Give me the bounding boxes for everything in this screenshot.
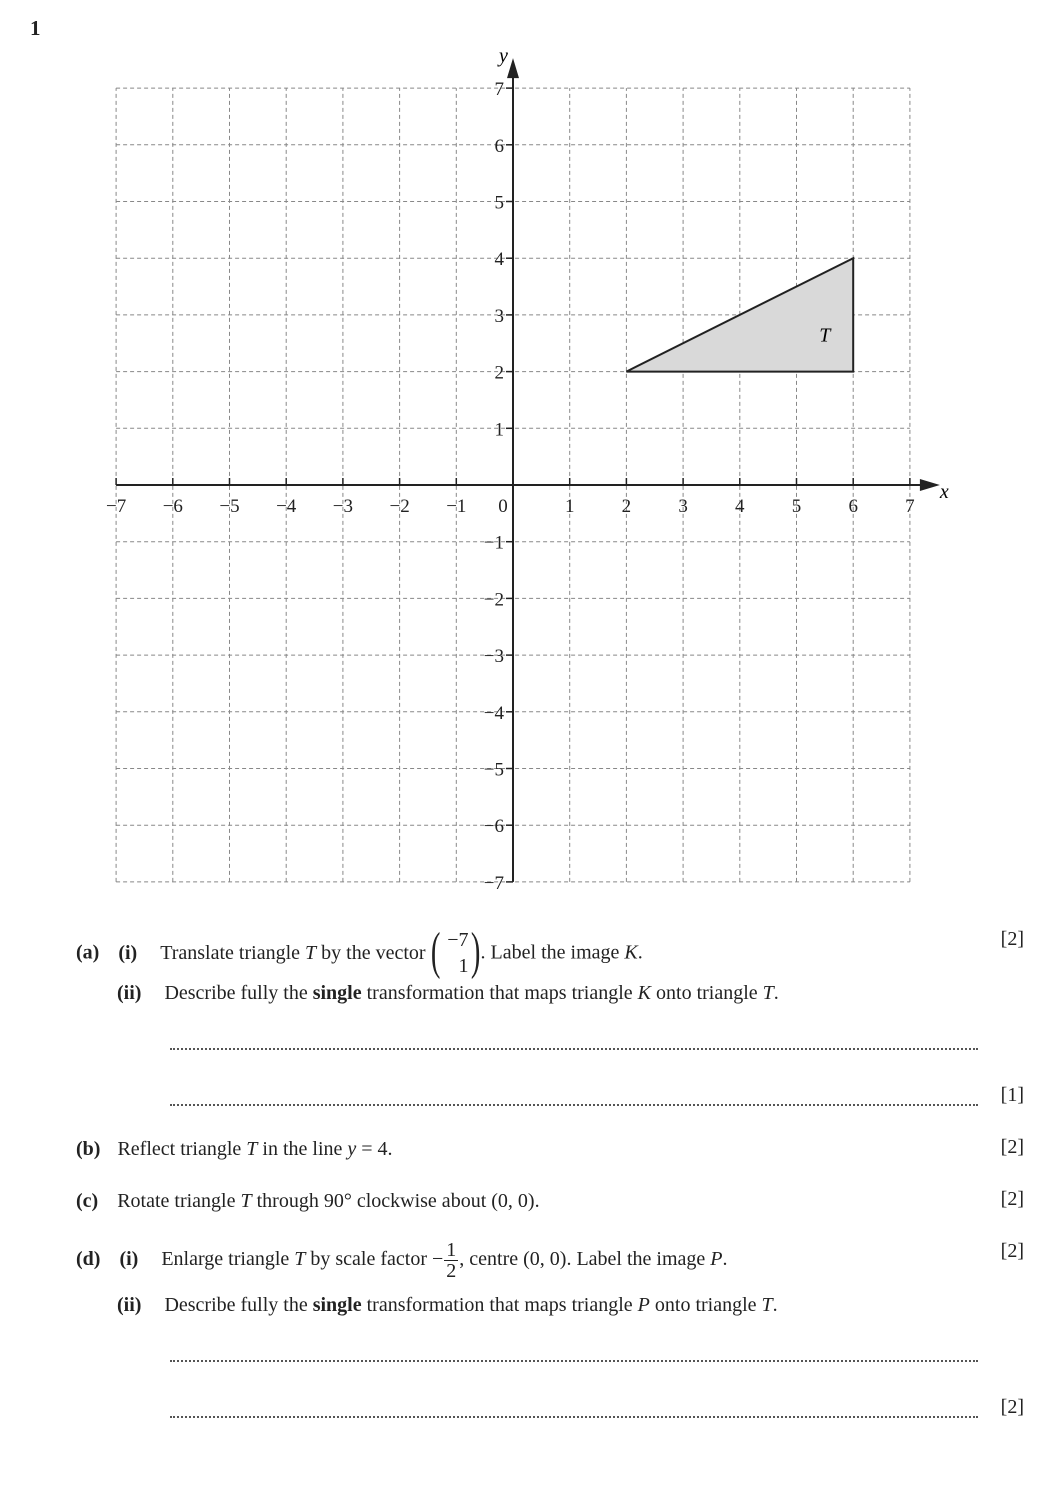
y-tick-labels — [484, 79, 505, 894]
answer-line-d-ii-1[interactable] — [170, 1360, 978, 1362]
part-d-i-label: (i) — [119, 1248, 139, 1271]
part-c-label: (c) — [76, 1190, 99, 1212]
answer-line-a-ii-1[interactable] — [170, 1048, 978, 1050]
x-tick-label: 3 — [678, 496, 688, 517]
x-axis-label: x — [939, 481, 949, 503]
x-tick-label: 6 — [848, 496, 858, 517]
y-tick-label: 4 — [494, 249, 504, 271]
part-a-ii: (ii) Describe fully the single transformation that maps triangle K onto triangle T. — [117, 982, 779, 1004]
x-tick-labels — [106, 496, 915, 517]
part-b: (b) Reflect triangle T in the line y = 4. — [76, 1138, 393, 1160]
x-tick-label: −3 — [332, 496, 354, 517]
part-c: (c) Rotate triangle T through 90° clockwise about (0, 0). — [76, 1190, 540, 1212]
x-tick-label: −5 — [219, 496, 240, 517]
part-b-label: (b) — [76, 1138, 101, 1160]
y-tick-label: −4 — [483, 702, 504, 724]
part-a-ii-marks: [1] — [1000, 1084, 1024, 1106]
translation-vector: ( −7 1 ) — [430, 923, 481, 980]
part-a-ii-label: (ii) — [117, 982, 142, 1004]
x-tick-label: 0 — [498, 496, 508, 517]
x-tick-label: −1 — [446, 496, 467, 517]
x-tick-label: −7 — [105, 496, 127, 517]
x-tick-label: −4 — [276, 496, 297, 517]
part-c-marks: [2] — [1000, 1188, 1024, 1210]
axes — [116, 58, 940, 882]
part-d-ii-label: (ii) — [117, 1294, 142, 1316]
y-tick-label: 1 — [494, 419, 504, 441]
y-tick-label: −3 — [483, 646, 504, 668]
part-a-i: (a) (i) Translate triangle T by the vector ( −7 1 ) . Label the image K. — [76, 923, 643, 980]
y-tick-label: −6 — [483, 816, 504, 838]
triangle-t — [626, 258, 853, 371]
part-d-ii-marks: [2] — [1000, 1396, 1024, 1418]
x-tick-label: 4 — [735, 496, 745, 517]
part-d-label: (d) — [76, 1248, 101, 1271]
y-tick-label: 6 — [494, 135, 504, 157]
answer-line-a-ii-2[interactable] — [170, 1104, 978, 1106]
x-tick-label: 2 — [621, 496, 632, 517]
y-tick-label: 7 — [494, 79, 504, 101]
x-tick-label: 1 — [564, 496, 575, 517]
part-d-i-marks: [2] — [1000, 1240, 1024, 1262]
scale-factor-fraction: $\frac{1}{2}$ — [446, 1239, 457, 1282]
y-tick-label: 2 — [494, 362, 504, 384]
y-tick-label: 3 — [494, 305, 504, 327]
x-axis-arrow-icon — [920, 479, 940, 491]
y-axis-label: y — [499, 45, 508, 68]
x-tick-label: 5 — [791, 496, 802, 517]
y-axis-arrow-icon — [507, 58, 519, 78]
triangle-t-label: T — [819, 324, 831, 347]
part-d-i: (d) (i) Enlarge triangle T by scale factor − $\frac{1}{2}$ , centre (0, 0). Label the image P. — [76, 1239, 728, 1282]
part-a-i-marks: [2] — [1000, 928, 1024, 950]
x-tick-label: −6 — [162, 496, 183, 517]
part-a-i-text: Translate triangle T by the vector — [160, 941, 426, 964]
y-tick-label: −2 — [483, 589, 504, 611]
y-tick-label: 5 — [494, 192, 504, 214]
y-tick-label: −5 — [483, 759, 504, 781]
part-a-i-label: (i) — [118, 941, 138, 964]
answer-line-d-ii-2[interactable] — [170, 1416, 978, 1418]
part-a-label: (a) — [76, 941, 100, 964]
part-d-ii: (ii) Describe fully the single transformation that maps triangle P onto triangle T. — [117, 1294, 778, 1316]
y-tick-label: −7 — [483, 872, 504, 894]
x-tick-label: −2 — [389, 496, 410, 517]
part-b-marks: [2] — [1000, 1136, 1024, 1158]
y-tick-label: −1 — [483, 532, 504, 554]
question-number: 1 — [30, 16, 41, 40]
x-tick-label: 7 — [905, 496, 915, 517]
